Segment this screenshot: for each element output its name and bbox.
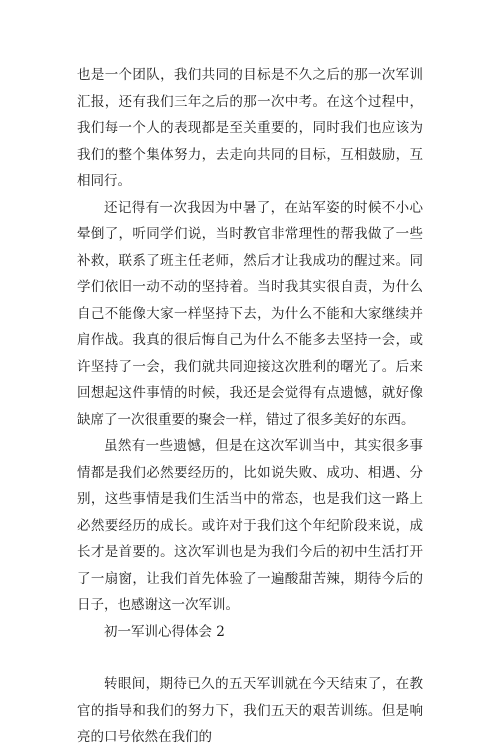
document-body [77, 62, 423, 751]
paragraph-2: 还记得有一次我因为中暑了，在站军姿的时候不小心晕倒了，听同学们说，当时教官非常理性的帮我做了一些补救，联系了班主任老师，然后才让我成功的醒过来。同学们依旧一动不动的坚持着。当时我其实很自责，为什么自己不能像大家一样坚持下去，为什么不能和大家继续并肩作战。我真的很后悔自己为什么不能多去坚持一会，或许坚持了一会，我们就共同迎接这次胜利的曙光了。后来回想起这件事情的时候，我还是会觉得有点遗憾，就好像缺席了一次很重要的聚会一样，错过了很多美好的东西。 [77, 199, 423, 428]
paragraph-1: 也是一个团队，我们共同的目标是不久之后的那一次军训汇报，还有我们三年之后的那一次中考。在这个过程中，我们每一个人的表现都是至关重要的，同时我们也应该为我们的整个集体努力，去走向共同的目标，互相鼓励，互相同行。 [77, 67, 423, 189]
paragraph-4: 转眼间，期待已久的五天军训就在今天结束了，在教官的指导和我们的努力下，我们五天的艰苦训练。但是响亮的口号依然在我们的 [77, 676, 423, 745]
paragraph-3: 虽然有一些遗憾，但是在这次军训当中，其实很多事情都是我们必然要经历的，比如说失败、成功、相遇、分别，这些事情是我们生活当中的常态，也是我们这一路上必然要经历的成长。或许对于我们这个年纪阶段来说，成长才是首要的。这次军训也是为我们今后的初中生活打开了一扇窗，让我们首先体验了一遍酸甜苦辣，期待今后的日子，也感谢这一次军训。 [77, 438, 423, 613]
section-heading: 初一军训心得体会 2 [104, 623, 225, 640]
